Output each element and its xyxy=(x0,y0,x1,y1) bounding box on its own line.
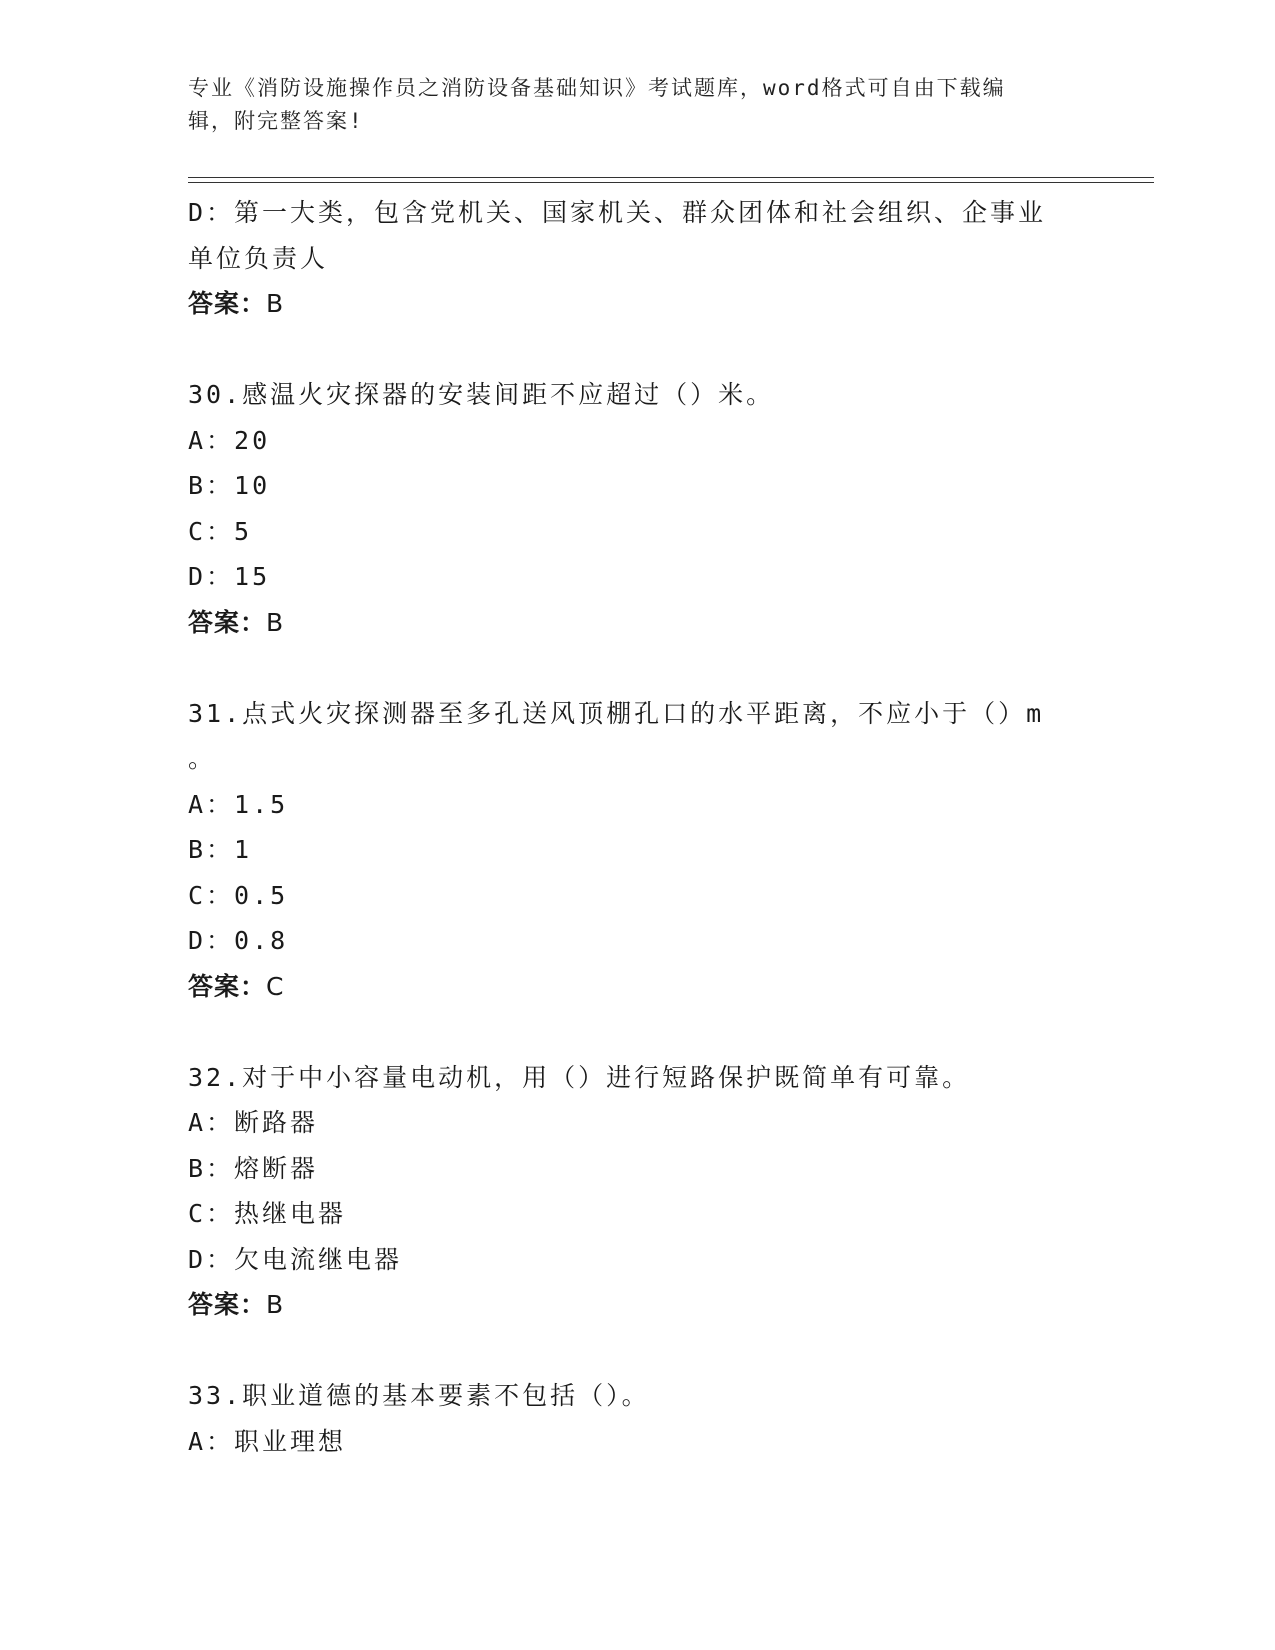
question-31 xyxy=(188,691,1088,1010)
option-c: C：5 xyxy=(188,516,253,546)
document-header xyxy=(188,72,1068,138)
answer-label: 答案： xyxy=(188,971,267,1001)
answer xyxy=(188,281,1088,327)
option-a: A：职业理想 xyxy=(188,1426,347,1456)
option-a: A：1.5 xyxy=(188,789,289,819)
answer xyxy=(188,1282,1088,1328)
answer-value: B xyxy=(266,1290,285,1319)
question-33 xyxy=(188,1373,1088,1464)
option-d-continued: 单位负责人 xyxy=(188,243,329,273)
option-d: D：欠电流继电器 xyxy=(188,1244,403,1274)
answer-label: 答案： xyxy=(188,1290,267,1319)
answer-value: B xyxy=(266,289,285,318)
option-d: D：15 xyxy=(188,562,271,591)
option-d: D：第一大类，包含党机关、国家机关、群众团体和社会组织、企事业 xyxy=(188,198,1047,227)
answer-value: B xyxy=(266,607,285,637)
option-b: B：10 xyxy=(188,471,271,500)
header-divider-top xyxy=(188,177,1154,178)
option-b: B：1 xyxy=(188,835,253,864)
question-list xyxy=(188,190,1088,1464)
question-stem-continued: 。 xyxy=(188,744,217,773)
option-b: B：熔断器 xyxy=(188,1153,319,1183)
question-stem: 30.感温火灾探器的安装间距不应超过（）米。 xyxy=(188,380,775,409)
answer-label: 答案： xyxy=(188,289,267,318)
question-stem: 31.点式火灾探测器至多孔送风顶棚孔口的水平距离，不应小于（）m xyxy=(188,698,1045,728)
option-a: A：20 xyxy=(188,425,271,455)
answer-label: 答案： xyxy=(188,607,267,637)
question-32 xyxy=(188,1055,1088,1328)
question-29-tail xyxy=(188,190,1088,327)
header-line-2: 辑，附完整答案! xyxy=(188,109,364,133)
question-30 xyxy=(188,372,1088,645)
answer xyxy=(188,600,1088,646)
option-a: A：断路器 xyxy=(188,1108,319,1137)
question-stem: 33.职业道德的基本要素不包括（）。 xyxy=(188,1381,650,1410)
answer xyxy=(188,964,1088,1010)
header-line-1: 专业《消防设施操作员之消防设备基础知识》考试题库，word格式可自由下载编 xyxy=(188,76,1006,100)
question-stem: 32.对于中小容量电动机，用（）进行短路保护既简单有可靠。 xyxy=(188,1062,971,1092)
option-c: C：热继电器 xyxy=(188,1199,347,1228)
option-c: C：0.5 xyxy=(188,880,289,910)
option-d: D：0.8 xyxy=(188,926,289,955)
answer-value: C xyxy=(266,971,285,1001)
header-divider-bottom xyxy=(188,182,1154,183)
